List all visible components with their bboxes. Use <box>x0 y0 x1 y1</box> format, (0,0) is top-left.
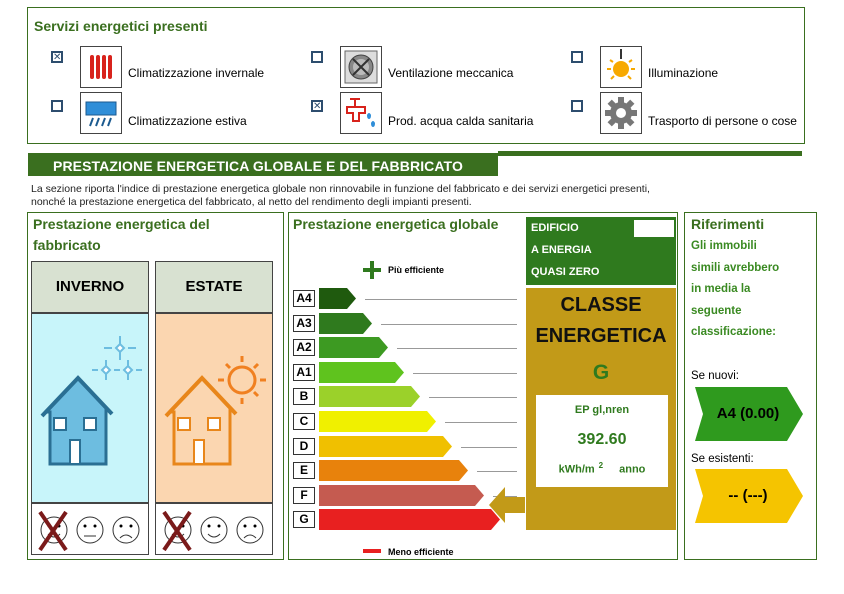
less-efficient-label: Meno efficiente <box>388 547 454 557</box>
class-guide-line <box>461 447 517 448</box>
ep-label: EP gl,nren <box>574 404 630 416</box>
summer-header: ESTATE <box>155 261 273 313</box>
references-text-line: in media la <box>691 283 751 295</box>
class-label-a4: A4 <box>293 290 315 307</box>
class-label-d: D <box>293 438 315 455</box>
transport-label: Trasporto di persone o cose <box>648 114 797 128</box>
building-performance-panel <box>27 212 284 560</box>
class-arrow-g <box>319 509 501 531</box>
class-label-c: C <box>293 413 315 430</box>
existing-buildings-value: -- (---) <box>728 487 768 504</box>
radiator-icon <box>80 46 122 88</box>
hot-water-checkbox[interactable]: ✕ <box>313 101 322 112</box>
cooling-label: Climatizzazione estiva <box>128 114 247 128</box>
section-header-line <box>498 151 802 156</box>
new-buildings-label: Se nuovi: <box>691 370 739 382</box>
ep-value: 392.60 <box>577 431 627 448</box>
class-label-g: G <box>293 511 315 528</box>
ventilation-checkbox[interactable] <box>311 51 323 63</box>
classe-line-1: CLASSE <box>560 294 642 316</box>
current-class-pointer <box>489 485 525 525</box>
service-heating <box>48 46 308 90</box>
winter-panel <box>31 313 149 503</box>
ventilation-label: Ventilazione meccanica <box>388 66 514 80</box>
class-label-a2: A2 <box>293 339 315 356</box>
class-label-f: F <box>293 487 315 504</box>
nzeb-line-3: QUASI ZERO <box>531 266 600 278</box>
ep-unit-suffix: anno <box>619 463 646 476</box>
references-text-line: seguente <box>691 304 742 317</box>
air-conditioner-icon <box>80 92 122 134</box>
service-cooling <box>48 92 308 136</box>
minus-icon <box>363 549 381 553</box>
service-lighting <box>568 46 798 90</box>
ep-box <box>536 395 668 487</box>
class-guide-line <box>397 348 517 349</box>
ep-unit-base: kWh/m <box>558 463 595 476</box>
nzeb-line-2: A ENERGIA <box>531 244 592 256</box>
references-text-line: simili avrebbero <box>691 261 780 274</box>
sad-face-icon <box>113 517 139 543</box>
class-arrow-a1 <box>319 362 405 384</box>
class-arrow-e <box>319 460 469 482</box>
more-efficient-label: Più efficiente <box>388 265 445 275</box>
references-text <box>691 236 779 344</box>
service-ventilation <box>308 46 558 90</box>
nzeb-line-1: EDIFICIO <box>531 222 579 234</box>
summer-rating-faces <box>155 503 273 555</box>
nzeb-box <box>526 217 676 285</box>
energy-class-value: G <box>592 361 610 384</box>
classe-line-2: ENERGETICA <box>535 325 667 347</box>
class-arrow-b <box>319 386 421 408</box>
summer-house-icon <box>156 314 272 502</box>
ep-unit <box>536 461 668 476</box>
transport-checkbox[interactable] <box>571 100 583 112</box>
class-arrow-d <box>319 436 453 458</box>
winter-header: INVERNO <box>31 261 149 313</box>
class-arrow-a2 <box>319 337 389 359</box>
services-title: Servizi energetici presenti <box>34 18 208 34</box>
section-title: PRESTAZIONE ENERGETICA GLOBALE E DEL FABBRICATO <box>53 158 463 174</box>
references-text-line: classificazione: <box>691 326 777 338</box>
section-description <box>31 183 811 209</box>
building-title-line-1: Prestazione energetica del <box>33 216 210 232</box>
class-arrow-a3 <box>319 313 373 335</box>
winter-rating-faces <box>31 503 149 555</box>
faucet-icon <box>340 92 382 134</box>
description-line-1: La sezione riporta l'indice di prestazione energetica globale non rinnovabile in funzione del fabbricato e dei servizi energetici presenti, <box>31 183 650 195</box>
existing-buildings-label: Se esistenti: <box>691 453 754 465</box>
new-buildings-value: A4 (0.00) <box>716 405 780 422</box>
class-arrow-f <box>319 485 485 507</box>
neutral-face-icon <box>77 517 103 543</box>
class-guide-line <box>381 324 517 325</box>
services-box <box>27 7 805 144</box>
class-label-e: E <box>293 462 315 479</box>
class-arrow-a4 <box>319 288 357 310</box>
lightbulb-icon <box>600 46 642 88</box>
class-guide-line <box>429 397 517 398</box>
sad-face-icon <box>237 517 263 543</box>
class-label-a1: A1 <box>293 364 315 381</box>
class-guide-line <box>477 471 517 472</box>
service-hot-water <box>308 92 558 136</box>
winter-house-icon <box>32 314 148 502</box>
references-panel <box>684 212 817 560</box>
existing-buildings-badge <box>695 469 803 528</box>
class-label-b: B <box>293 388 315 405</box>
building-panel-title <box>33 214 210 256</box>
class-arrow-c <box>319 411 437 433</box>
nzeb-checkbox <box>634 220 674 237</box>
new-buildings-badge <box>695 387 803 446</box>
global-panel-title: Prestazione energetica globale <box>293 216 499 232</box>
heating-label: Climatizzazione invernale <box>128 66 265 80</box>
energy-class-box <box>526 288 676 530</box>
ep-unit-exp: 2 <box>598 461 604 470</box>
class-guide-line <box>365 299 517 300</box>
lighting-label: Illuminazione <box>648 66 719 80</box>
summer-panel <box>155 313 273 503</box>
plus-icon <box>362 260 382 280</box>
heating-checkbox[interactable]: ✕ <box>53 52 62 63</box>
references-text-line: Gli immobili <box>691 240 757 252</box>
class-guide-line <box>445 422 517 423</box>
description-line-2: nonché la prestazione energetica del fabbricato, al netto del rendimento degli impianti presenti. <box>31 196 472 208</box>
lighting-checkbox[interactable] <box>571 51 583 63</box>
gear-icon <box>600 92 642 134</box>
cooling-checkbox[interactable] <box>51 100 63 112</box>
class-guide-line <box>413 373 517 374</box>
references-title: Riferimenti <box>691 216 765 232</box>
service-transport <box>568 92 803 136</box>
class-label-a3: A3 <box>293 315 315 332</box>
building-title-line-2: fabbricato <box>33 237 101 253</box>
neutral-face-icon <box>201 517 227 543</box>
hot-water-label: Prod. acqua calda sanitaria <box>388 114 534 128</box>
fan-icon <box>340 46 382 88</box>
